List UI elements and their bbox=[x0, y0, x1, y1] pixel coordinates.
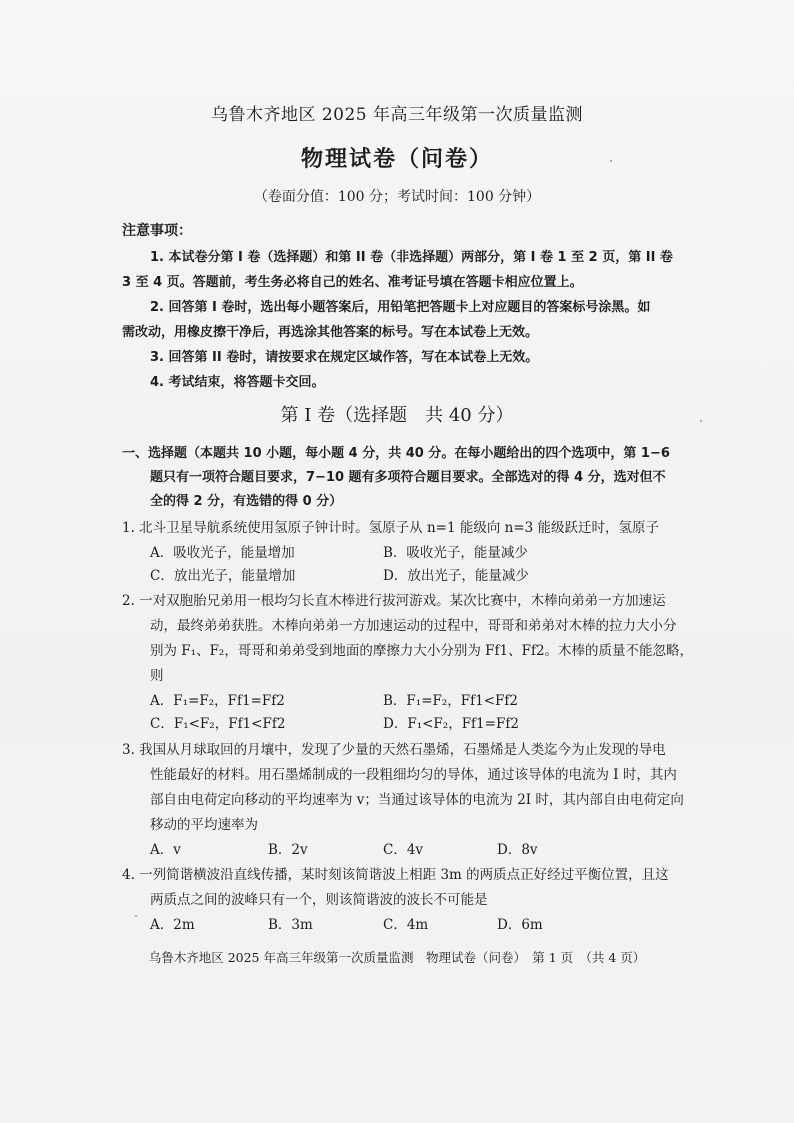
question-3-stem: 性能最好的材料。用石墨烯制成的一段粗细均匀的导体，通过该导体的电流为 I 时，其内 bbox=[150, 767, 677, 783]
section-intro-line: 一、选择题（本题共 10 小题，每小题 4 分，共 40 分。在每小题给出的四个选项中，第 1−6 bbox=[122, 446, 670, 461]
section-intro-line: 题只有一项符合题目要求，7−10 题有多项符合题目要求。全部选对的得 4 分，选对但不 bbox=[150, 470, 666, 485]
scan-speck bbox=[700, 420, 702, 422]
q1-option-a: A．吸收光子，能量增加 bbox=[150, 545, 295, 561]
notice-line: 1. 本试卷分第 I 卷（选择题）和第 II 卷（非选择题）两部分，第 I 卷 1 至 2 页，第 II 卷 bbox=[150, 250, 673, 265]
q2-option-c: C．F₁<F₂，Ff1<Ff2 bbox=[150, 716, 286, 732]
notice-line: 2. 回答第 I 卷时，选出每小题答案后，用铅笔把答题卡上对应题目的答案标号涂黑。如 bbox=[150, 300, 651, 315]
q4-option-a: A．2m bbox=[150, 917, 195, 933]
section-title: 第 I 卷（选择题 共 40 分） bbox=[280, 405, 514, 426]
notice-line: 3. 回答第 II 卷时，请按要求在规定区域作答，写在本试卷上无效。 bbox=[150, 350, 539, 365]
q4-option-d: D．6m bbox=[497, 917, 543, 933]
exam-title: 乌鲁木齐地区 2025 年高三年级第一次质量监测 bbox=[210, 105, 584, 125]
paper-subtitle: 物理试卷（问卷） bbox=[300, 147, 493, 172]
q3-option-b: B．2v bbox=[268, 842, 308, 858]
scan-speck bbox=[610, 160, 612, 162]
q2-option-a: A．F₁=F₂，Ff1=Ff2 bbox=[150, 693, 285, 709]
q1-option-c: C．放出光子，能量增加 bbox=[150, 568, 296, 584]
question-4-stem: 4. 一列简谐横波沿直线传播，某时刻该简谐波上相距 3m 的两质点正好经过平衡位置，且这 bbox=[122, 867, 669, 883]
question-2-stem: 则 bbox=[150, 668, 164, 684]
question-2-stem: 别为 F₁、F₂，哥哥和弟弟受到地面的摩擦力大小分别为 Ff1、Ff2。木棒的质量不能忽略， bbox=[150, 643, 694, 659]
question-3-stem: 3. 我国从月球取回的月壤中，发现了少量的天然石墨烯，石墨烯是人类迄今为止发现的导电 bbox=[122, 742, 666, 758]
q3-option-a: A．v bbox=[150, 842, 181, 858]
question-4-stem: 两质点之间的波峰只有一个，则该简谐波的波长不可能是 bbox=[150, 892, 488, 908]
question-2-stem: 动，最终弟弟获胜。木棒向弟弟一方加速运动的过程中，哥哥和弟弟对木棒的拉力大小分 bbox=[150, 618, 677, 634]
notice-line: 需改动，用橡皮擦干净后，再选涂其他答案的标号。写在本试卷上无效。 bbox=[122, 325, 539, 340]
page-footer: 乌鲁木齐地区 2025 年高三年级第一次质量监测 物理试卷（问卷） 第 1 页 （共 4 页） bbox=[148, 950, 646, 965]
score-time-line: （卷面分值：100 分；考试时间：100 分钟） bbox=[253, 189, 541, 205]
q2-option-b: B．F₁=F₂，Ff1<Ff2 bbox=[383, 693, 519, 709]
section-intro-line: 全的得 2 分，有选错的得 0 分） bbox=[150, 494, 343, 509]
notice-line: 4. 考试结束，将答题卡交回。 bbox=[150, 375, 325, 390]
q3-option-c: C．4v bbox=[383, 842, 424, 858]
notice-heading: 注意事项： bbox=[122, 223, 192, 239]
q1-option-b: B．吸收光子，能量减少 bbox=[383, 545, 528, 561]
q3-option-d: D．8v bbox=[497, 842, 538, 858]
question-3-stem: 移动的平均速率为 bbox=[150, 817, 258, 833]
question-1-stem: 1. 北斗卫星导航系统使用氢原子钟计时。氢原子从 n=1 能级向 n=3 能级跃迁时，氢原子 bbox=[122, 520, 660, 536]
notice-line: 3 至 4 页。答题前，考生务必将自己的姓名、准考证号填在答题卡相应位置上。 bbox=[122, 275, 583, 290]
q4-option-c: C．4m bbox=[383, 917, 429, 933]
q1-option-d: D．放出光子，能量减少 bbox=[383, 568, 529, 584]
scan-speck bbox=[135, 915, 137, 917]
q2-option-d: D．F₁<F₂，Ff1=Ff2 bbox=[383, 716, 519, 732]
q4-option-b: B．3m bbox=[268, 917, 313, 933]
question-2-stem: 2. 一对双胞胎兄弟用一根均匀长直木棒进行拔河游戏。某次比赛中，木棒向弟弟一方加速运 bbox=[122, 593, 666, 609]
question-3-stem: 部自由电荷定向移动的平均速率为 v；当通过该导体的电流为 2I 时，其内部自由电荷定向 bbox=[150, 792, 684, 808]
